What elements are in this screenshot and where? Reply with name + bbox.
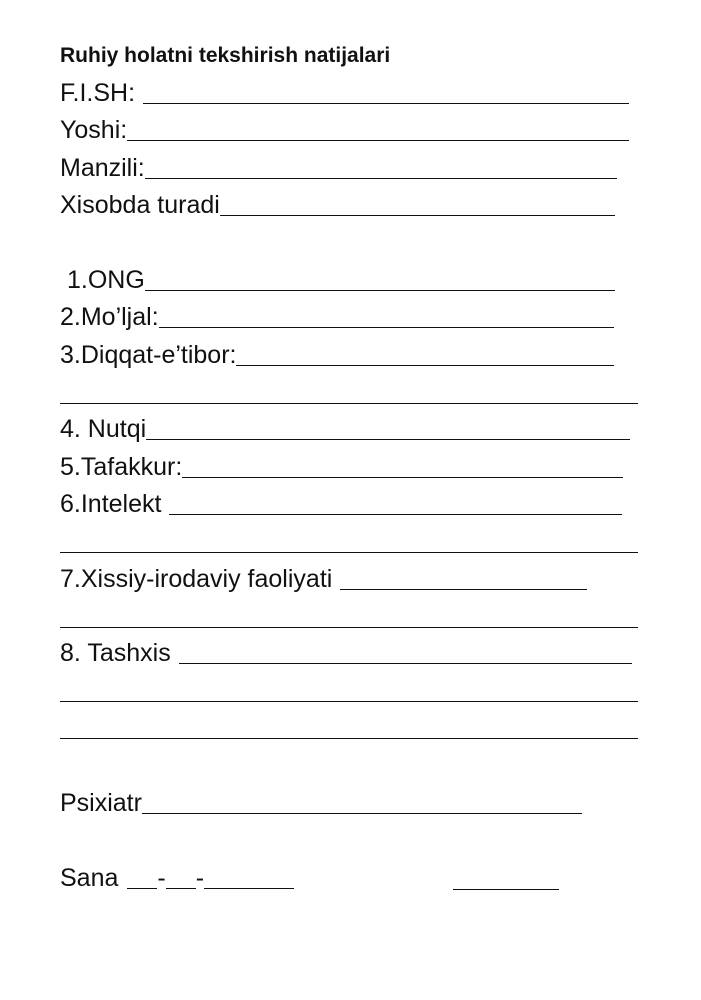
moljal-field [60, 301, 614, 333]
ong-label: 1.ONG [67, 266, 145, 294]
xissiy-line[interactable] [340, 589, 587, 590]
tashxis-line[interactable] [179, 663, 632, 664]
intelekt-field [60, 488, 622, 520]
nutqi-label: 4. Nutqi [60, 415, 147, 443]
tashxis-label: 8. Tashxis [60, 639, 171, 667]
manzili-field [60, 152, 617, 184]
xisobda-field [60, 189, 615, 221]
nutqi-line[interactable] [146, 439, 630, 440]
diqqat-extra-line[interactable] [60, 403, 638, 404]
tashxis-field [60, 637, 632, 669]
tafakkur-line[interactable] [182, 477, 623, 478]
sana-label: Sana [60, 864, 119, 892]
fish-label: F.I.SH: [60, 79, 136, 107]
intelekt-line[interactable] [169, 514, 622, 515]
xissiy-extra-line[interactable] [60, 627, 638, 628]
moljal-line[interactable] [159, 327, 614, 328]
yoshi-label: Yoshi: [60, 116, 128, 144]
fish-line[interactable] [143, 103, 629, 104]
xisobda-line[interactable] [220, 215, 615, 216]
xissiy-field [60, 563, 587, 595]
psixiatr-line[interactable] [142, 813, 582, 814]
date-separator-1: - [157, 864, 166, 892]
diqqat-field [60, 339, 614, 371]
tafakkur-field [60, 451, 623, 483]
tashxis-extra-line-1[interactable] [60, 701, 638, 702]
moljal-label: 2.Mo’ljal: [60, 303, 159, 331]
psixiatr-label: Psixiatr [60, 789, 142, 817]
manzili-line[interactable] [145, 178, 617, 179]
sana-field [60, 862, 294, 894]
sana-year-line[interactable] [204, 888, 294, 889]
diqqat-label: 3.Diqqat-e’tibor: [60, 341, 237, 369]
intelekt-extra-line[interactable] [60, 552, 638, 553]
psixiatr-field [60, 787, 582, 819]
signature-line[interactable] [453, 889, 559, 890]
xisobda-label: Xisobda turadi [60, 191, 220, 219]
ong-field [67, 264, 615, 296]
intelekt-label: 6.Intelekt [60, 490, 162, 518]
form-title: Ruhiy holatni tekshirish natijalari [60, 44, 391, 67]
yoshi-field [60, 114, 629, 146]
manzili-label: Manzili: [60, 154, 145, 182]
sana-month-line[interactable] [166, 888, 196, 889]
sana-day-line[interactable] [127, 888, 157, 889]
nutqi-field [60, 413, 630, 445]
diqqat-line[interactable] [236, 365, 614, 366]
fish-field [60, 77, 629, 109]
tashxis-extra-line-2[interactable] [60, 738, 638, 739]
ong-line[interactable] [145, 290, 615, 291]
tafakkur-label: 5.Tafakkur: [60, 453, 183, 481]
yoshi-line[interactable] [127, 140, 629, 141]
xissiy-label: 7.Xissiy-irodaviy faoliyati [60, 565, 333, 593]
date-separator-2: - [195, 864, 205, 892]
